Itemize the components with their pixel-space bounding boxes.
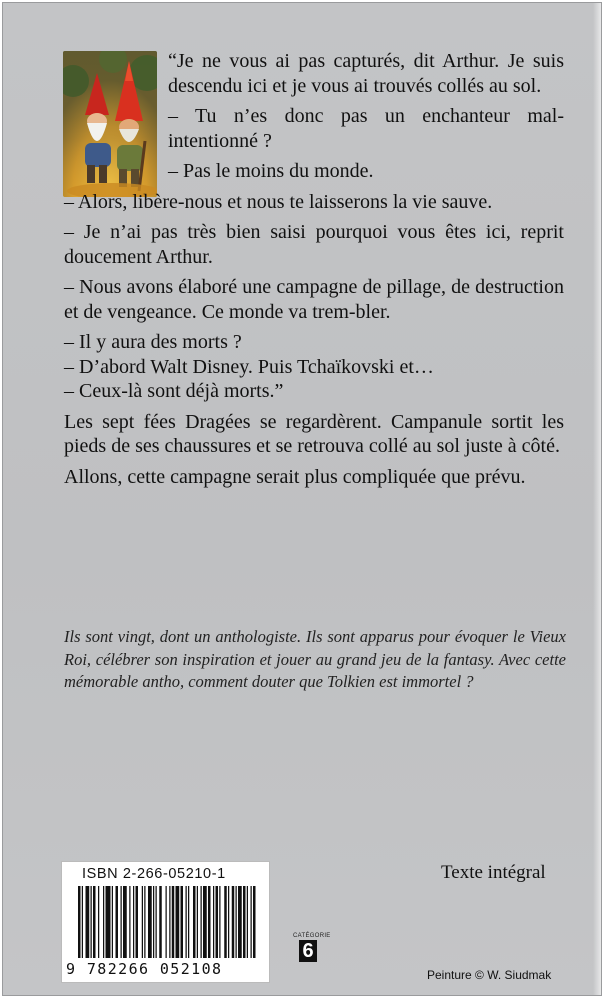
barcode-bar — [156, 886, 157, 958]
excerpt-paragraph: – Ceux-là sont déjà morts.” — [64, 380, 284, 402]
barcode-bar — [144, 886, 145, 958]
barcode-bar — [121, 886, 122, 958]
barcode-bar — [142, 886, 143, 958]
barcode-bar — [98, 886, 99, 958]
painting-credit: Peinture © W. Siudmak — [427, 968, 552, 982]
texte-integral-label: Texte intégral — [441, 862, 546, 883]
barcode-bar — [93, 886, 96, 958]
barcode-bar — [181, 886, 184, 958]
barcode-bar — [159, 886, 162, 958]
barcode-bar — [136, 886, 139, 958]
barcode-bar — [112, 886, 113, 958]
barcode-bar — [169, 886, 170, 958]
barcode-bar — [123, 886, 127, 958]
book-excerpt — [64, 49, 564, 495]
barcode-icon — [64, 886, 264, 960]
barcode-bar — [228, 886, 229, 958]
barcode-bar — [148, 886, 152, 958]
barcode-bar — [247, 886, 248, 958]
barcode-bar — [78, 886, 81, 958]
category-number: 6 — [299, 940, 317, 962]
barcode-bar — [116, 886, 119, 958]
excerpt-paragraph: – Je n’ai pas très bien saisi pourquoi vous êtes ici, reprit doucement Arthur. — [64, 221, 564, 268]
barcode-bar — [153, 886, 154, 958]
barcode-bar — [186, 886, 187, 958]
barcode-bar — [166, 886, 167, 958]
barcode-bar — [232, 886, 235, 958]
barcode-bar — [238, 886, 242, 958]
barcode-bar — [86, 886, 90, 958]
barcode-bar — [133, 886, 134, 958]
excerpt-paragraph: – D’abord Walt Disney. Puis Tchaïkovski et… — [64, 355, 434, 378]
barcode-bar — [106, 886, 111, 958]
category-badge — [293, 933, 331, 962]
excerpt-paragraph: – Alors, libère-nous et nous te laisserons la vie sauve. — [64, 190, 493, 213]
barcode-label — [61, 861, 270, 983]
barcode-bar — [197, 886, 198, 958]
excerpt-paragraph: Les sept fées Dragées se regardèrent. Campanule sortit les pieds de ses chaussures et se retrouva collé au sol juste à côté. — [64, 410, 564, 457]
barcode-bar — [219, 886, 220, 958]
barcode-bar — [188, 886, 189, 958]
barcode-bar — [91, 886, 92, 958]
excerpt-paragraph: – Il y aura des morts ? — [64, 331, 242, 353]
barcode-bar — [251, 886, 252, 958]
excerpt-paragraph: Allons, cette campagne serait plus compliquée que prévu. — [64, 465, 526, 488]
isbn-text: ISBN 2-266-05210-1 — [82, 866, 226, 882]
barcode-bar — [203, 886, 207, 958]
barcode-bar — [201, 886, 202, 958]
excerpt-paragraph: – Tu n’es donc pas un enchanteur mal-intentionné ? — [168, 105, 564, 152]
barcode-bar — [213, 886, 214, 958]
barcode-bar — [193, 886, 196, 958]
barcode-bar — [208, 886, 211, 958]
barcode-bar — [236, 886, 237, 958]
barcode-bar — [82, 886, 83, 958]
excerpt-paragraph: – Pas le moins du monde. — [168, 160, 374, 182]
excerpt-paragraph: “Je ne vous ai pas capturés, dit Arthur. Je suis descendu ici et je vous ai trouvés collés au sol. — [168, 50, 564, 97]
barcode-bar — [243, 886, 246, 958]
barcode-bar — [253, 886, 256, 958]
back-cover — [2, 2, 602, 996]
barcode-bar — [176, 886, 180, 958]
excerpt-paragraph: – Nous avons élaboré une campagne de pillage, de destruction et de vengeance. Ce monde va trem-bler. — [64, 276, 564, 323]
barcode-digits: 9 782266 052108 — [66, 960, 223, 978]
barcode-bar — [129, 886, 130, 958]
barcode-bar — [172, 886, 175, 958]
barcode-bar — [103, 886, 104, 958]
barcode-bar — [216, 886, 219, 958]
barcode-bar — [224, 886, 227, 958]
category-label: CATÉGORIE — [293, 933, 331, 939]
book-blurb: Ils sont vingt, dont un anthologiste. Ils sont apparus pour évoquer le Vieux Roi, célébrer son inspiration et jouer au grand jeu de la fantasy. Avec cette mémorable antho, comment douter que Tolkien est immortel ? — [64, 627, 566, 691]
